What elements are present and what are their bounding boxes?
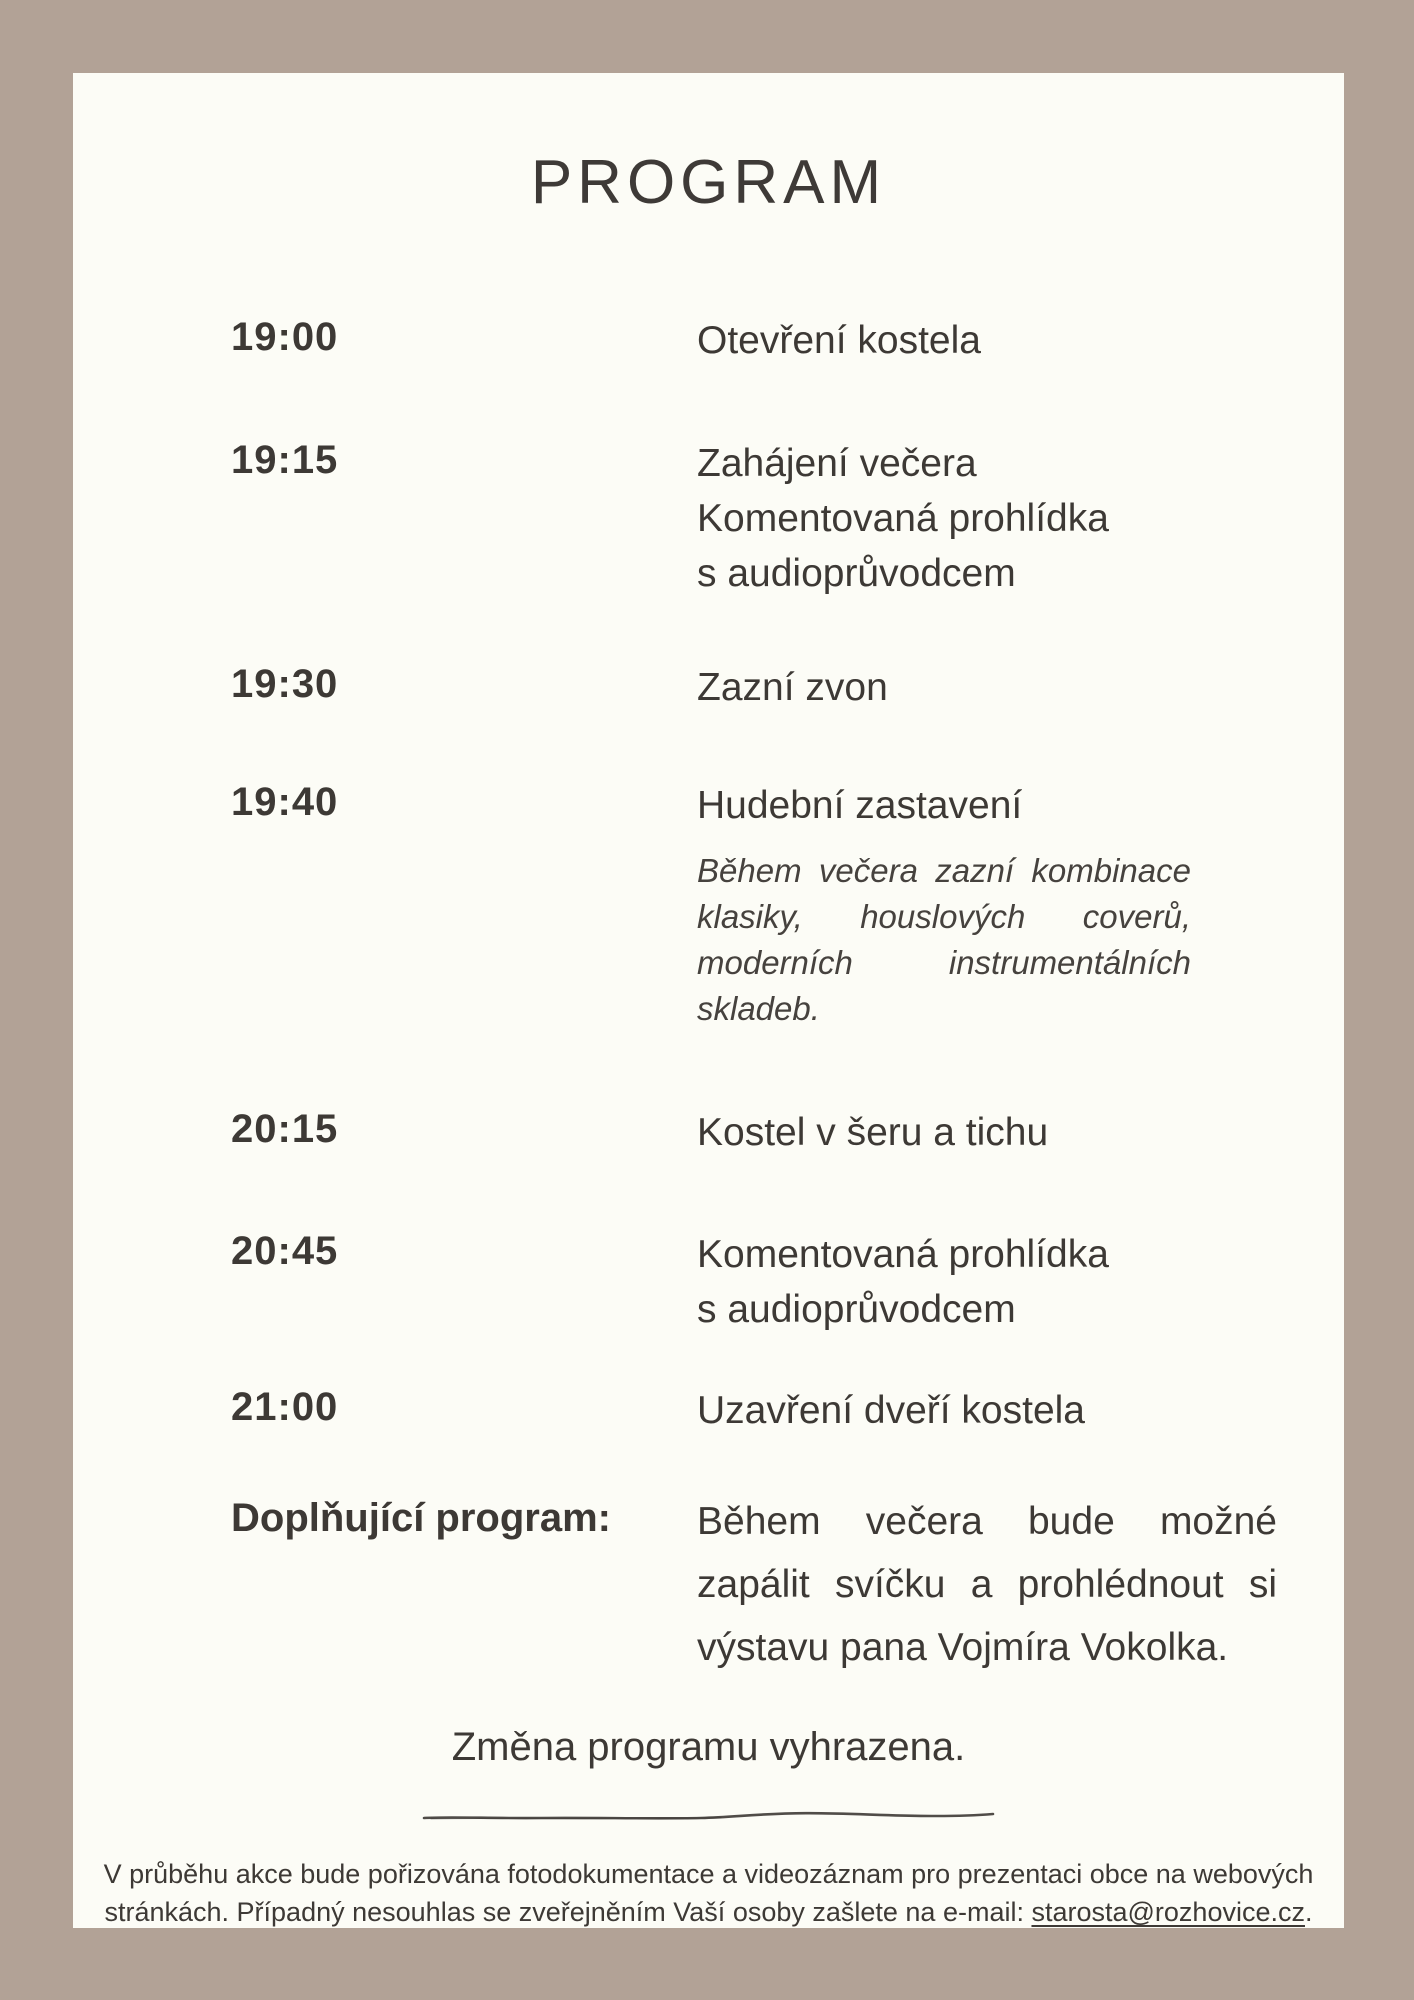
- paragraph-line: výstavu pana Vojmíra Vokolka.: [697, 1626, 1229, 1669]
- footer-line-2: [73, 1893, 1344, 1928]
- page-title: PROGRAM: [530, 148, 887, 217]
- footer-line-1: V průběhu akce bude pořizována fotodokumentace a videozáznam pro prezentaci obce na webových: [103, 1859, 1314, 1889]
- music-note-paragraph: [697, 848, 1191, 1032]
- schedule-event: [697, 1383, 1085, 1438]
- schedule-event: [697, 1105, 1048, 1160]
- schedule-event-line: s audioprůvodcem: [697, 1288, 1016, 1331]
- schedule-event-line: Uzavření dveří kostela: [697, 1389, 1086, 1432]
- schedule-event: [697, 660, 888, 715]
- schedule-event-line: Zazní zvon: [697, 666, 888, 709]
- program-change-notice: Změna programu vyhrazena.: [451, 1725, 966, 1769]
- note-line: skladeb.: [697, 990, 820, 1027]
- schedule-event-line: s audioprůvodcem: [697, 552, 1016, 595]
- footer-disclaimer: [73, 1855, 1344, 1928]
- footer-line-2-text: stránkách. Případný nesouhlas se zveřejněním Vaší osoby zašlete na e-mail:: [104, 1897, 1032, 1927]
- paragraph-line: Během večera bude možné: [697, 1500, 1277, 1543]
- schedule-event-line: Komentovaná prohlídka: [697, 497, 1109, 540]
- schedule-time: 21:00: [231, 1385, 339, 1429]
- paragraph-line: zapálit svíčku a prohlédnout si: [697, 1563, 1277, 1606]
- note-line: klasiky, houslových coverů,: [697, 898, 1191, 935]
- additional-program-label: Doplňující program:: [231, 1496, 611, 1540]
- note-line: moderních instrumentálních: [697, 944, 1191, 981]
- schedule-event: [697, 778, 1022, 833]
- footer-line-2-period: .: [1304, 1897, 1313, 1927]
- schedule-time: 20:15: [231, 1107, 339, 1151]
- schedule-time: 19:30: [231, 662, 339, 706]
- schedule-event-line: Otevření kostela: [697, 319, 981, 362]
- schedule-time: 19:40: [231, 780, 339, 824]
- contact-email-link[interactable]: starosta@rozhovice.cz: [1031, 1897, 1305, 1927]
- schedule-event-line: Hudební zastavení: [697, 784, 1023, 827]
- hand-drawn-divider: [73, 1808, 1344, 1829]
- schedule-event-line: Komentovaná prohlídka: [697, 1233, 1109, 1276]
- schedule-time: 19:00: [231, 315, 339, 359]
- hand-drawn-divider-line: [421, 1808, 996, 1824]
- schedule-time: 20:45: [231, 1229, 339, 1273]
- additional-program-paragraph: [697, 1490, 1277, 1679]
- schedule-event-line: Zahájení večera: [697, 442, 977, 485]
- additional-program-row: [73, 1490, 1344, 1690]
- schedule-event-line: Kostel v šeru a tichu: [697, 1111, 1049, 1154]
- schedule-event: [697, 436, 1109, 601]
- schedule-time: 19:15: [231, 438, 339, 482]
- note-line: Během večera zazní kombinace: [697, 852, 1191, 889]
- poster-page: [73, 73, 1344, 1928]
- schedule-event: [697, 1227, 1109, 1337]
- schedule-event: [697, 313, 981, 368]
